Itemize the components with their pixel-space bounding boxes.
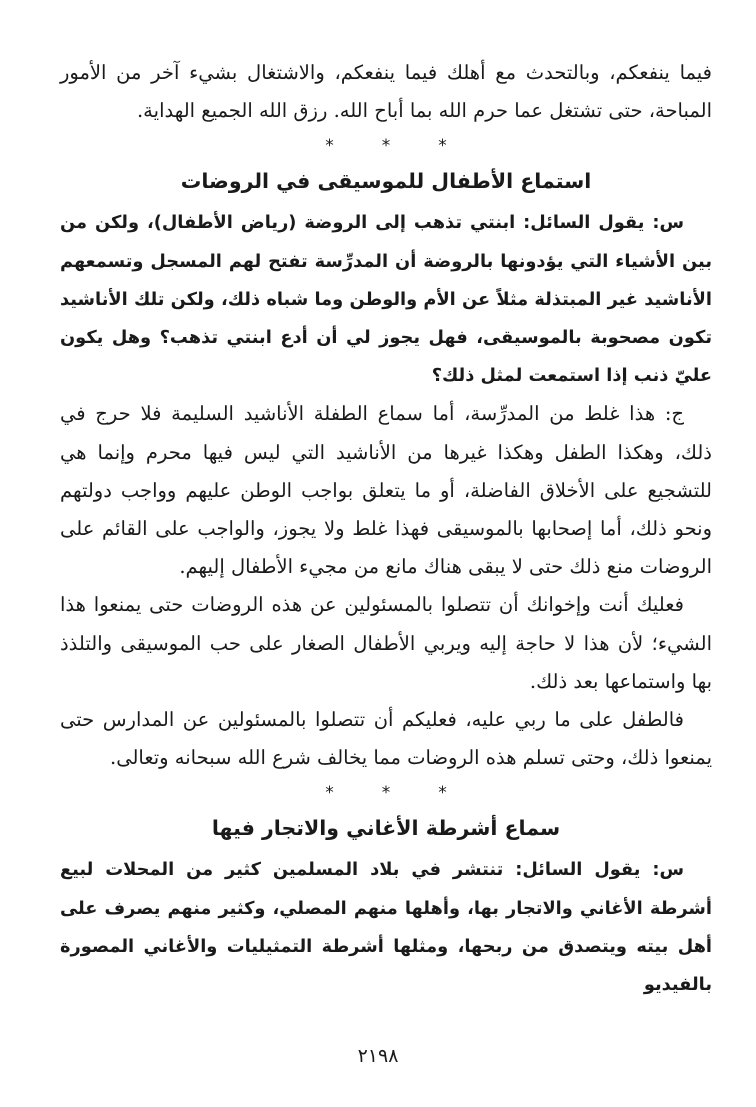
separator-star: * (325, 136, 334, 157)
body-paragraph: فالطفل على ما ربي عليه، فعليكم أن تتصلوا بالمسئولين عن المدارس حتى يمنعوا ذلك، وحتى تسلم هذه الروضات مما يخالف شرع الله سبحانه وتعالى. (60, 708, 712, 770)
body-paragraph: فعليك أنت وإخوانك أن تتصلوا بالمسئولين عن هذه الروضات حتى يمنعوا هذا الشيء؛ لأن هذا لا حاجة إليه ويربي الأطفال الصغار على حب الموسيقى والتلذذ بها واستماعها بعد ذلك. (60, 593, 712, 693)
section-title-music-kindergarten: استماع الأطفال للموسيقى في الروضات (180, 169, 592, 194)
separator-star: * (438, 136, 447, 157)
section-separator (60, 130, 712, 162)
page-body (60, 54, 712, 1067)
question-paragraph: س: يقول السائل: ابنتي تذهب إلى الروضة (رياض الأطفال)، ولكن من بين الأشياء التي يؤدونها بالروضة أن المدرِّسة تفتح لهم المسجل وتسمعهم الأناشيد غير المبتذلة مثلاً عن الأم والوطن وما شباه ذلك، ولكن تلك الأناشيد تكون مصحوبة بالموسيقى، فهل يجوز لي أن أدع ابنتي تذهب؟ وهل يكون عليّ ذنب إذا استمعت لمثل ذلك؟ (60, 212, 712, 387)
separator-star: * (438, 783, 447, 804)
answer-paragraph: ج: هذا غلط من المدرِّسة، أما سماع الطفلة الأناشيد السليمة فلا حرج في ذلك، وهكذا الطفل وهكذا غيرها من الأناشيد التي ليس فيها محرم وإنما هي للتشجيع على الأخلاق الفاضلة، أو ما يتعلق بواجب الوطن عليهم وواجب دولتهم ونحو ذلك، أما إصحابها بالموسيقى فهذا غلط ولا يجوز، والواجب على القائم على الروضات منع ذلك حتى لا يبقى هناك مانع من مجيء الأطفال إليهم. (60, 402, 712, 579)
intro-paragraph: فيما ينفعكم، وبالتحدث مع أهلك فيما ينفعكم، والاشتغال بشيء آخر من الأمور المباحة، حتى تشتغل عما حرم الله بما أباح الله. رزق الله الجميع الهداية. (60, 61, 712, 123)
page-number: ٢١٩٨ (357, 1045, 399, 1067)
separator-star: * (381, 136, 391, 157)
question-paragraph: س: يقول السائل: تنتشر في بلاد المسلمين كثير من المحلات لبيع أشرطة الأغاني والاتجار بها، وأهلها منهم المصلي، وكثير منهم يصرف على أهل بيته ويتصدق من ربحها، ومثلها أشرطة التمثيليات والأغاني المصورة بالفيديو (60, 859, 712, 996)
section-separator (60, 777, 712, 809)
separator-star: * (381, 783, 391, 804)
separator-star: * (325, 783, 334, 804)
section-title-song-tapes: سماع أشرطة الأغاني والاتجار فيها (211, 816, 561, 841)
